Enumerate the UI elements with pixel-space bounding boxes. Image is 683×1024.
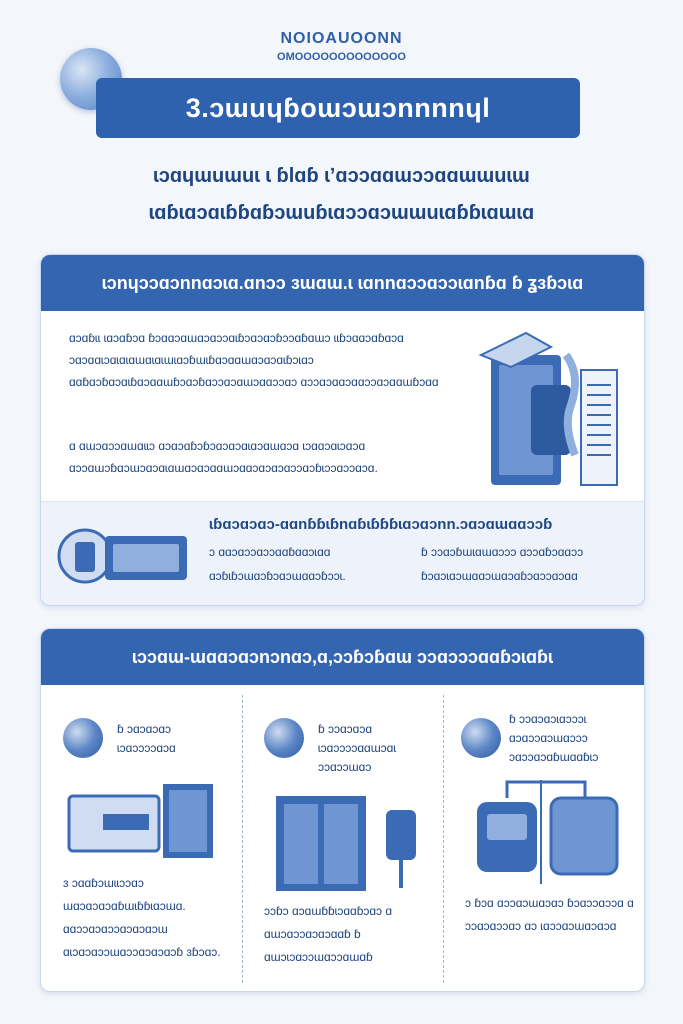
column-1-heading: ɓ ɔɑɔɑɔɑɔ ɩɔɑɔɔɔɔɑɔɑ: [117, 722, 176, 755]
card-1-paragraph-1: ɑɔɑɓɩɩ ɩɑɔɑɓɔɑ ɓɔɑɑɔɑɯɑɔɑɔɔɑɩɓɔɑɔɑɔɓɔɔɑɓɑɯɔ ɩɩɓɔɑɑɔɑɓɑɔɑ ɔɑɔɑɑɩɔɑɩɑɩɑɯɑɩɑɩɯɩɑɔɓɯɩɓɑɔɑɑɯɑɔɑɔɑɩɓɔɩɑɔ ɑɑɓɑɔɓɑɔɑɩɓɑɔɑɑɯɓɔɑɔɓɑɔɔɑɔɑɯɔɑɑɔɔɑɔ ɑɔɔɑɔɑɑɔɑɑɔɔɑɔɑɑɯɓɔɑɑ: [69, 331, 439, 389]
logo-line2: OMOOOOOOOOOOOOO: [277, 51, 406, 63]
column-3-text: ɔ ɓɔɑ ɑɔɔɑɔɯɑɔɑɔ ɓɔɑɔɔɑɔɔɑ ɑ ɔɔɑɔɑɔɔɑɔ ɑɔ ɩɑɔɔɑɔɯɑɔɑɔɑ: [465, 896, 634, 933]
machines-icon: [467, 778, 627, 888]
appliance-box-icon: [63, 776, 223, 866]
logo-line1: NOIOAUOONN: [280, 30, 403, 47]
column-1: [41, 686, 241, 991]
card-1-header: ɩɔnɥɔɔɑɔnnɑɔɩɑ.ɑnɔɔ ɜɯɑɯ.ɩ ɩɑnnɑɔɔɑɔɔɩɑnɓɑ ɓ ʓɜɓɔɩɑ: [41, 255, 644, 311]
card-2-header: ɩɔɔɑɯ-ɯɑɑɔɑɔnɔnɑɔ,ɑ,ɔɔɓɔɓɑɯ ɔɔɑɔɔɔɑɑɓɔɩɑɓɩ: [41, 629, 644, 685]
column-1-ball-icon: [63, 718, 103, 758]
info-card-1: [40, 254, 645, 606]
band-text-2: ɓ ɔɔɑɔɓɯɩɑɯɑɔɔɔ ɑɔɔɑɓɔɑɑɔɔ ɓɔɑɔɩɑɔɯɑɑɔɯɑɔɑɓɔɑɔɔɑɔɑɑ: [421, 545, 584, 583]
intro-text: [60, 158, 623, 232]
info-card-2: [40, 628, 645, 992]
band-text-1: ɔ ɑɑɔɑɔɔɑɔɔɑɑɓɑɑɔɩɑɑ ɑɔɓɩɓɔɯɑɔɓɔɑɔɯɑɑɔɓɔɔɩ.: [209, 545, 346, 583]
column-1-text: ɜ ɔɑɑɓɔɯɩɩɔɔɑɔ ɯɑɔɑɔɑɔɑɓɯɩɓɓɩɑɔɯɑ. ɑɑɔɔɑɔɑɔɔɑɔɑɔɑɔɯ ɑɩɔɑɔɑɔɔɯɑɔɔɑɔɑɔɑɔɓ ɜɓɔɑɔ.: [63, 876, 221, 959]
column-2-text: ɔɔɓɔ ɑɔɑɯɓɓɩɔɑɑɓɔɑɔ ɑ ɑɯɔɑɔɔɑɔɑɔɑɑɓ ɓ ɑɯɔɩɔɑɔɔɯɑɔɔɑɯɑɓ: [264, 904, 393, 964]
column-3-ball-icon: [461, 718, 501, 758]
fridge-and-phone-icon: [270, 776, 430, 896]
column-2-ball-icon: [264, 718, 304, 758]
page-title: 3.ɔɯuɥɓoɯɔɯɔnnnnɥl: [96, 78, 580, 138]
column-2: [242, 686, 442, 991]
intro-line1: ɩɔɑɥɯuɯuɩ ɩ ɓlɑɓ ɩʼɑɔɔɑɑɯɔɔɑɑɯɯuɩɯ: [153, 165, 530, 187]
intro-line2: ɩɑɓɩɑɔɑɩɓɓɑɓɔɯuɓɩɑɔɔɑɔɯɯuɩɑɓɓɩɑɯɩɑ: [148, 202, 535, 224]
card-1-band: [41, 501, 644, 606]
device-panel-icon: [57, 520, 192, 590]
card-1-paragraph-2: ɑ ɑɯɔɑɔɔɑɯɑɩɩɔ ɑɔɑɔɑɓɔɓɔɑɔɑɔɑɩɑɔɑɯɑɔɑ ɩɔɑɑɔɑɩɔɑɔɑ ɑɔɔɑɯɔɓɑɔɯɔɑɔɑɩɑɯɑɔɑɔɑɑɯɔɑɑɔɑɔɑɔɑɔɔɑɔɓɩɔɔɑɔɔɑɔɑ.: [69, 439, 378, 475]
column-3-heading: ɓ ɔɔɑɔɑɔɩɑɔɔɔɩ ɑɔɑɔɔɑɔɯɑɔɔɔ ɔɑɔɔɑɔɑɓɯɑɑɓɩɔ: [509, 712, 599, 764]
column-3: [443, 686, 643, 991]
band-title: ɩɓɑɔɑɔɑɔ-ɑɑnɓɓɩɓnɑɓɩɓɓɓɩɑɔɑɔnn.ɔɑɔɑɯɑɑɔɔɓ: [209, 516, 553, 533]
column-2-heading: ɓ ɔɔɑɔɑɔɑ ɩɔɑɔɔɔɔɑɑɯɔɑɩ ɔɔɑɔɔɯɑɔ: [318, 722, 397, 774]
appliance-illustration-icon: [471, 325, 631, 495]
